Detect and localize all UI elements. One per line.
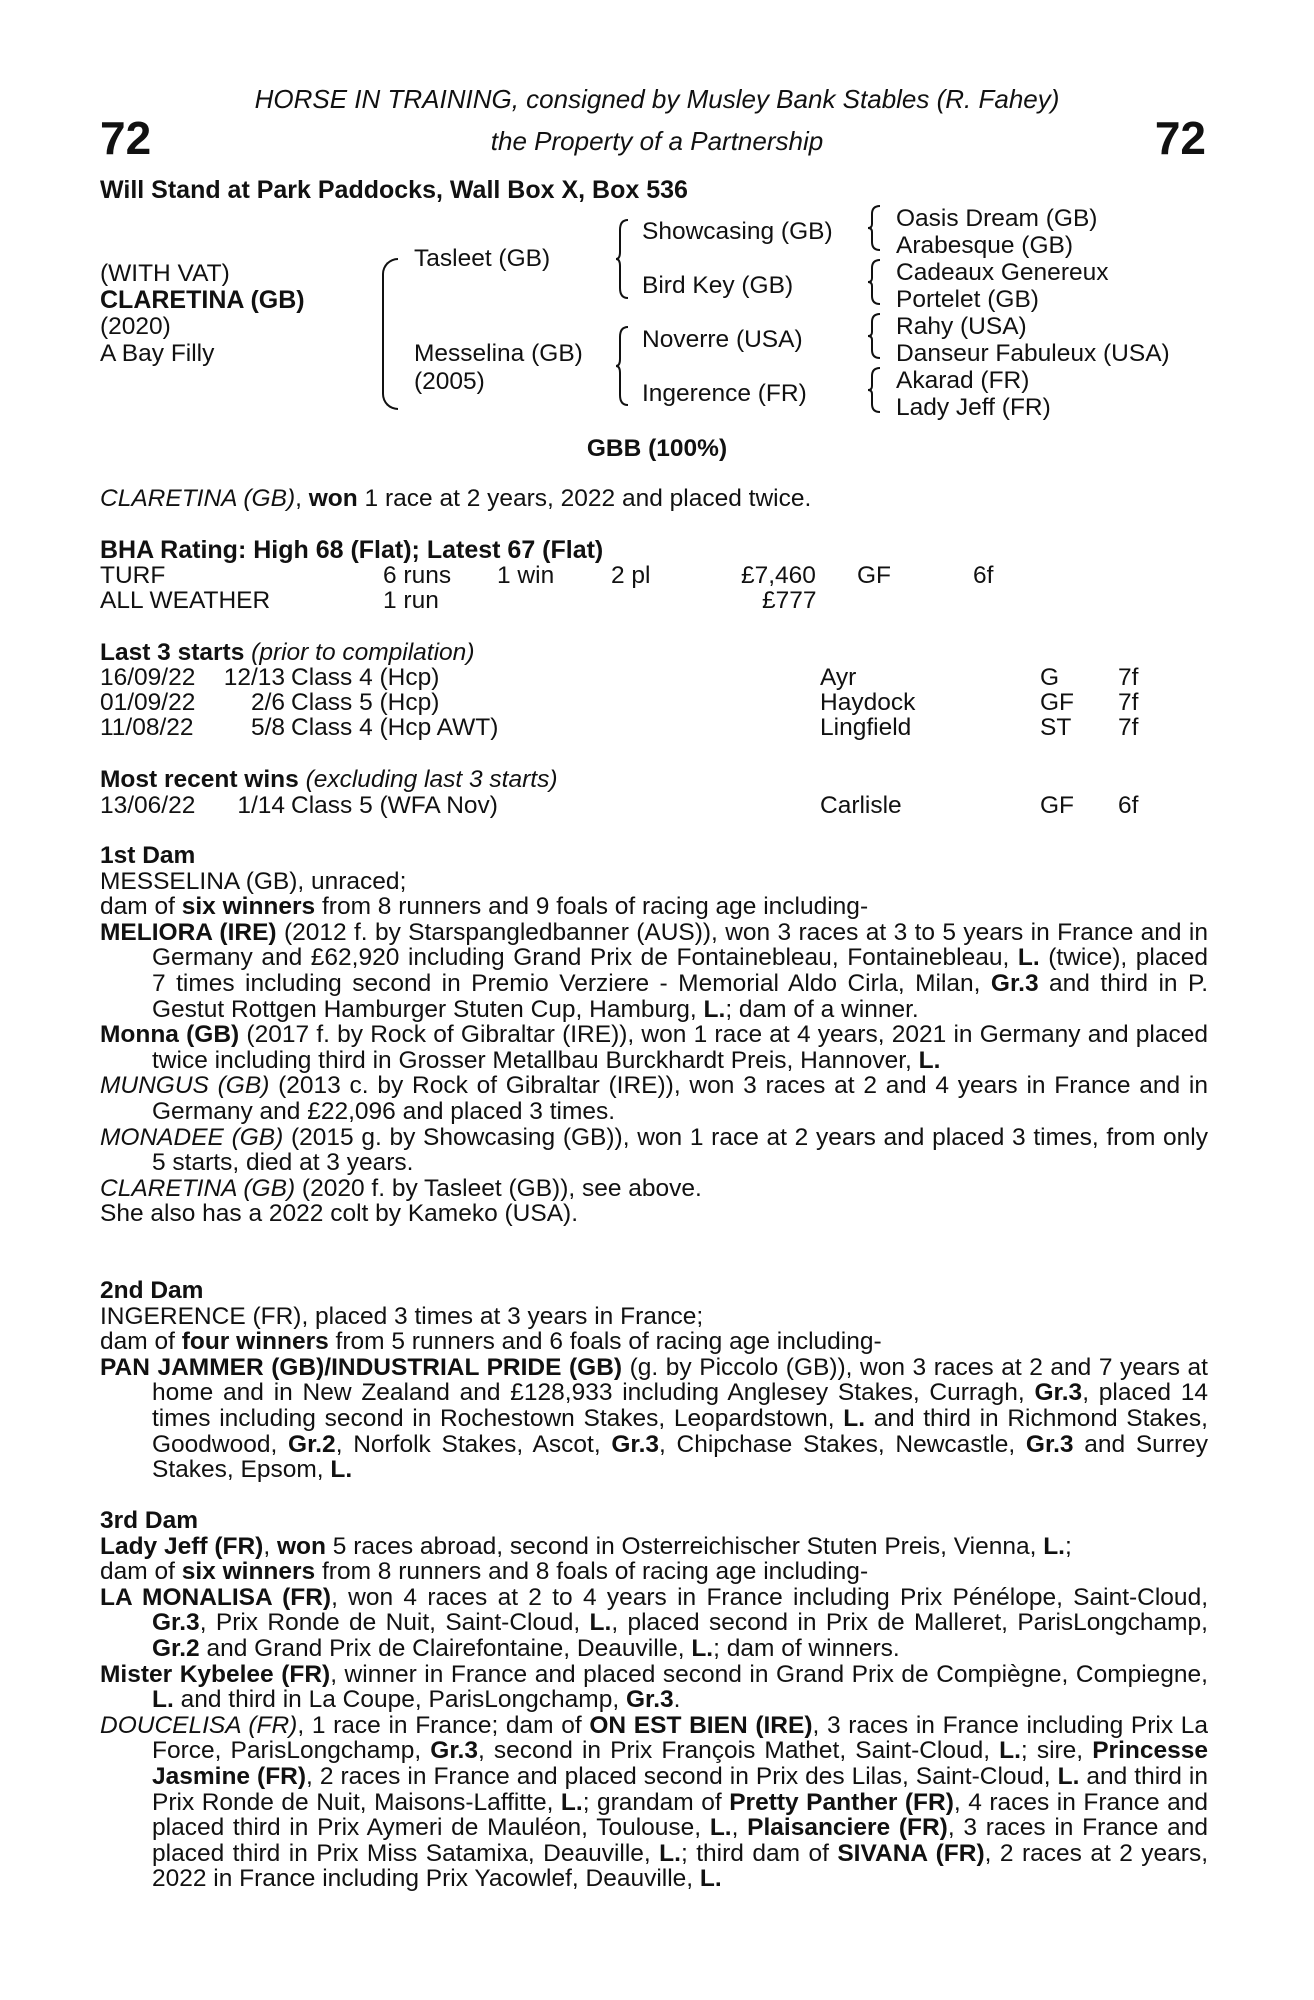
gbb-percentage: GBB (100%) <box>586 435 728 462</box>
progeny-entry: MONADEE (GB) (2015 g. by Showcasing (GB)), won 1 race at 2 years and placed 3 times, from only 5 starts, died at 3 years. <box>100 1123 1208 1177</box>
date: 11/08/22 <box>100 714 194 741</box>
prize: £7,460 <box>741 562 816 589</box>
progeny-entry: Monna (GB) (2017 f. by Rock of Gibraltar (IRE)), won 1 race at 4 years, 2021 in Germany and placed twice including third in Grosser Metallbau Burckhardt Preis, Hannover, L. <box>100 1021 1208 1074</box>
sire-dam: Bird Key (GB) <box>642 272 794 299</box>
summary-name: CLARETINA (GB) <box>100 485 296 512</box>
horse-year: (2020) <box>100 313 171 340</box>
start-row <box>100 714 1208 739</box>
class: Class 5 (WFA Nov) <box>291 792 498 819</box>
first-dam-closing: She also has a 2022 colt by Kameko (USA). <box>100 1200 579 1228</box>
position: 1/14 <box>237 792 285 819</box>
position: 12/13 <box>223 664 285 691</box>
going: GF <box>857 562 892 589</box>
sire-sire: Showcasing (GB) <box>642 218 833 245</box>
win-row <box>100 792 1208 817</box>
third-dam-section <box>100 1508 1208 1892</box>
horse-name: CLARETINA (GB) <box>100 286 305 314</box>
dam: Messelina (GB) <box>414 340 583 367</box>
summary-rest: 1 race at 2 years, 2022 and placed twice. <box>357 485 812 512</box>
dam-dam: Ingerence (FR) <box>642 380 807 407</box>
start-row <box>100 689 1208 714</box>
dam-brace <box>616 325 630 407</box>
wins: 1 win <box>497 562 555 589</box>
recent-heading <box>100 767 557 793</box>
header-consignor: HORSE IN TRAINING, consigned by Musley Bank Stables (R. Fahey) <box>254 84 1060 114</box>
placed: 2 pl <box>611 562 651 589</box>
distance: 6f <box>1118 792 1139 819</box>
first-dam-section <box>100 843 1208 1227</box>
second-dam-title: 2nd Dam <box>100 1277 204 1304</box>
last3-heading <box>100 640 474 666</box>
brace-3 <box>868 312 882 360</box>
surface: TURF <box>100 562 166 589</box>
grand-progeny-entry: Mister Kybelee (FR), winner in France and placed second in Grand Prix de Compiègne, Compiegne, L. and third in La Coupe, ParisLongchamp, Gr.3. <box>100 1660 1208 1714</box>
sss: Oasis Dream (GB) <box>896 205 1098 232</box>
runs: 1 run <box>383 587 439 614</box>
rating-row-aw <box>100 587 1208 612</box>
position: 2/6 <box>250 689 285 716</box>
first-dam-intro: dam of six winners from 8 runners and 9 foals of racing age including- <box>100 893 869 921</box>
last3-note: (prior to compilation) <box>251 639 475 666</box>
rating-row-turf <box>100 562 1208 587</box>
sire: Tasleet (GB) <box>414 245 551 272</box>
recent-title: Most recent wins <box>100 766 299 793</box>
class: Class 5 (Hcp) <box>291 689 440 716</box>
lot-number-left: 72 <box>100 112 152 164</box>
date: 13/06/22 <box>100 792 196 819</box>
ssd: Arabesque (GB) <box>896 232 1074 259</box>
date: 01/09/22 <box>100 689 196 716</box>
class: Class 4 (Hcp AWT) <box>291 714 499 741</box>
going: G <box>1040 664 1060 691</box>
sire-brace <box>616 218 630 300</box>
first-dam-title: 1st Dam <box>100 842 196 869</box>
brace-1 <box>868 204 882 252</box>
ddd: Lady Jeff (FR) <box>896 394 1051 421</box>
class: Class 4 (Hcp) <box>291 664 440 691</box>
progeny-entry: CLARETINA (GB) (2020 f. by Tasleet (GB)), see above. <box>100 1174 702 1202</box>
first-dam-line: MESSELINA (GB), unraced; <box>100 867 407 895</box>
going: GF <box>1040 689 1075 716</box>
sdd: Portelet (GB) <box>896 286 1039 313</box>
surface: ALL WEATHER <box>100 587 271 614</box>
going: ST <box>1040 714 1072 741</box>
distance: 6f <box>973 562 994 589</box>
vat-note: (WITH VAT) <box>100 260 230 287</box>
distance: 7f <box>1118 664 1139 691</box>
position: 5/8 <box>250 714 285 741</box>
distance: 7f <box>1118 714 1139 741</box>
course: Ayr <box>820 664 857 691</box>
sds: Cadeaux Genereux <box>896 259 1109 286</box>
progeny-entry: PAN JAMMER (GB)/INDUSTRIAL PRIDE (GB) (g. by Piccolo (GB)), won 3 races at 2 and 7 years at home and in New Zealand and £128,933 including Anglesey Stakes, Curragh, Gr.3, placed 14 times including second in Rochestown Stakes, Leopardstown, L. and third in Richmond Stakes, Goodwood, Gr.2, Norfolk Stakes, Ascot, Gr.3, Chipchase Stakes, Newcastle, Gr.3 and Surrey Stakes, Epsom, L. <box>100 1353 1209 1484</box>
stand-location: Will Stand at Park Paddocks, Wall Box X, Box 536 <box>100 176 688 204</box>
dss: Rahy (USA) <box>896 313 1027 340</box>
third-dam-line: Lady Jeff (FR), won 5 races abroad, second in Osterreichischer Stuten Preis, Vienna, L.; <box>100 1532 1072 1560</box>
prize: £777 <box>762 587 817 614</box>
grand-progeny-entry: DOUCELISA (FR), 1 race in France; dam of ON EST BIEN (IRE), 3 races in France including Prix La Force, ParisLongchamp, Gr.3, second in Prix François Mathet, Saint-Cloud, L.; sire, Princesse Jasmine (FR), 2 races in France and placed second in Prix des Lilas, Saint-Cloud, L. and third in Prix Ronde de Nuit, Maisons-Laffitte, L.; grandam of Pretty Panther (FR), 4 races in France and placed third in Prix Aymeri de Mauléon, Toulouse, L., Plaisanciere (FR), 3 races in France and placed third in Prix Miss Satamixa, Deauville, L.; third dam of SIVANA (FR), 2 races at 2 years, 2022 in France including Prix Yacowlef, Deauville, L. <box>100 1711 1209 1893</box>
distance: 7f <box>1118 689 1139 716</box>
runs: 6 runs <box>383 562 452 589</box>
progeny-entry: LA MONALISA (FR), won 4 races at 2 to 4 years in France including Prix Pénélope, Saint-Cloud, Gr.3, Prix Ronde de Nuit, Saint-Cloud, L., placed second in Prix de Malleret, ParisLongchamp, Gr.2 and Grand Prix de Clairefontaine, Deauville, L.; dam of winners. <box>100 1583 1208 1662</box>
second-dam-intro: dam of four winners from 5 runners and 6 foals of racing age including- <box>100 1328 882 1356</box>
dam-sire: Noverre (USA) <box>642 326 803 353</box>
going: GF <box>1040 792 1075 819</box>
header-property: the Property of a Partnership <box>490 126 824 156</box>
course: Lingfield <box>820 714 912 741</box>
last3-title: Last 3 starts <box>100 639 245 666</box>
progeny-entry: MELIORA (IRE) (2012 f. by Starspangledbanner (AUS)), won 3 races at 3 to 5 years in France and in Germany and £62,920 including Grand Prix de Fontainebleau, Fontainebleau, L. (twice), placed 7 times including second in Premio Verziere - Memorial Aldo Cirla, Milan, Gr.3 and third in P. Gestut Rottgen Hamburger Stuten Cup, Hamburg, L.; dam of a winner. <box>100 918 1208 1023</box>
lot-number-right: 72 <box>1154 112 1206 164</box>
dam-year: (2005) <box>414 368 485 395</box>
second-dam-section <box>100 1278 1208 1483</box>
race-summary: CLARETINA (GB), won 1 race at 2 years, 2022 and placed twice. <box>100 485 812 512</box>
course: Haydock <box>820 689 916 716</box>
third-dam-intro: dam of six winners from 8 runners and 8 foals of racing age including- <box>100 1558 869 1586</box>
start-row <box>100 664 1208 689</box>
second-dam-line: INGERENCE (FR), placed 3 times at 3 years in France; <box>100 1302 704 1330</box>
bha-rating: BHA Rating: High 68 (Flat); Latest 67 (Flat) <box>100 536 604 564</box>
progeny-entry: MUNGUS (GB) (2013 c. by Rock of Gibraltar (IRE)), won 3 races at 2 and 4 years in France and in Germany and £22,096 and placed 3 times. <box>100 1072 1208 1125</box>
summary-won: won <box>308 485 358 512</box>
course: Carlisle <box>820 792 902 819</box>
brace-2 <box>868 258 882 306</box>
pedigree-brace <box>382 258 398 410</box>
dds: Akarad (FR) <box>896 367 1030 394</box>
date: 16/09/22 <box>100 664 196 691</box>
horse-description: A Bay Filly <box>100 340 215 367</box>
third-dam-title: 3rd Dam <box>100 1507 199 1534</box>
dsd: Danseur Fabuleux (USA) <box>896 340 1170 367</box>
brace-4 <box>868 366 882 414</box>
recent-note: (excluding last 3 starts) <box>305 766 558 793</box>
